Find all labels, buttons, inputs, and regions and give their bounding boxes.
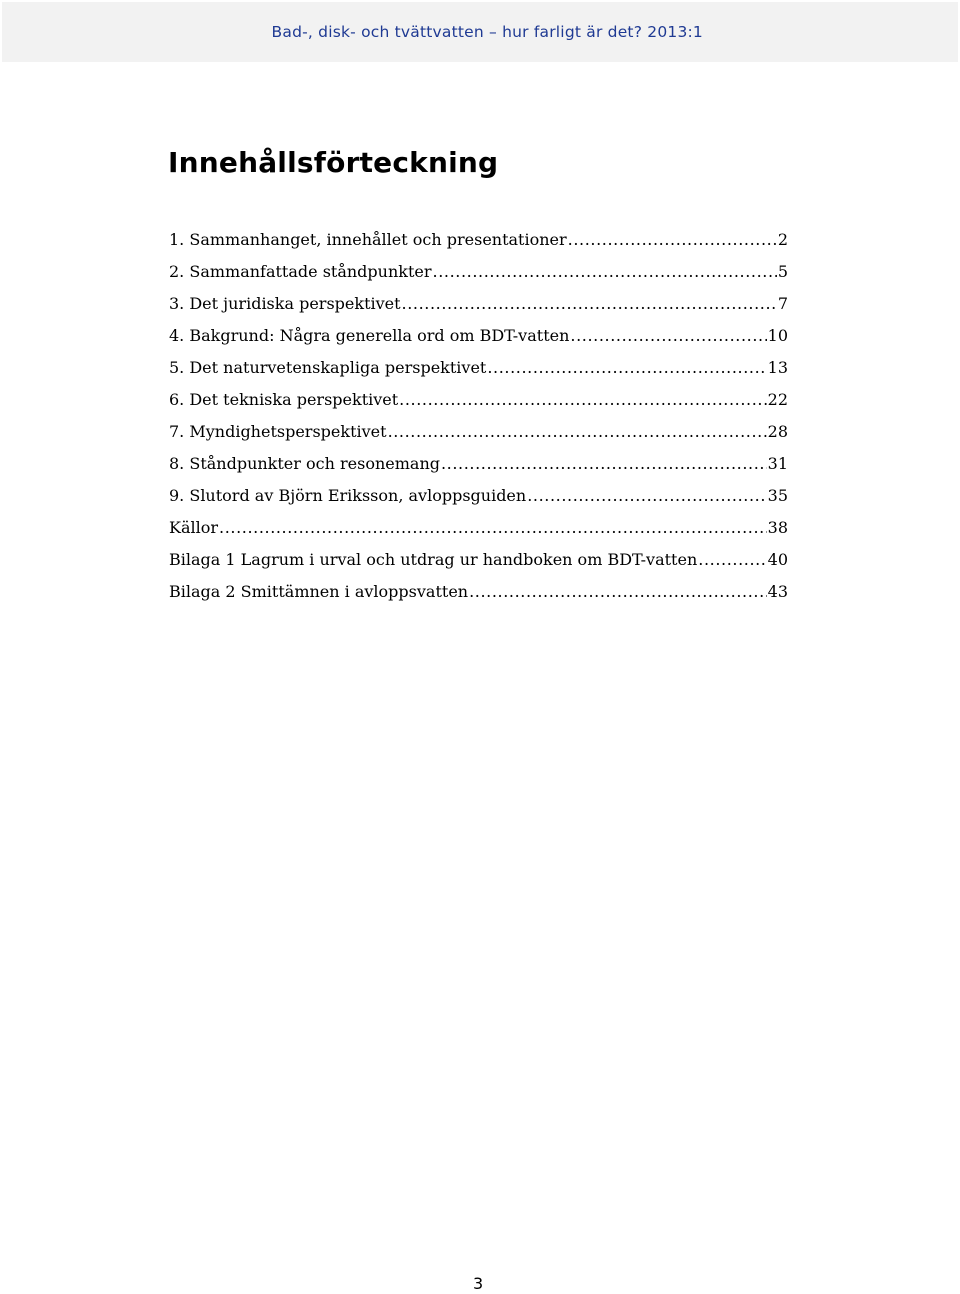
toc-entry[interactable] — [169, 358, 788, 390]
toc-entry-page: 2 — [777, 230, 788, 249]
toc-dot-leader — [399, 390, 766, 409]
toc-entry[interactable] — [169, 294, 788, 326]
toc-entry[interactable] — [169, 230, 788, 262]
toc-entry-label: 6. Det tekniska perspektivet — [169, 390, 399, 409]
running-header — [2, 2, 958, 62]
toc-dot-leader — [568, 230, 777, 249]
toc-dot-leader — [527, 486, 766, 505]
toc-entry-page: 10 — [767, 326, 788, 345]
toc-entry[interactable] — [169, 390, 788, 422]
toc-entry-label: 4. Bakgrund: Några generella ord om BDT-vatten — [169, 326, 570, 345]
toc-entry-page: 38 — [767, 518, 788, 537]
table-of-contents — [169, 230, 788, 614]
toc-entry[interactable] — [169, 550, 788, 582]
toc-entry-label: Källor — [169, 518, 219, 537]
toc-entry-label: 3. Det juridiska perspektivet — [169, 294, 401, 313]
toc-entry[interactable] — [169, 326, 788, 358]
toc-dot-leader — [570, 326, 766, 345]
toc-entry-page: 43 — [767, 582, 788, 601]
toc-title: Innehållsförteckning — [168, 146, 499, 179]
toc-entry-label: 7. Myndighetsperspektivet — [169, 422, 387, 441]
toc-dot-leader — [441, 454, 767, 473]
toc-entry-page: 7 — [777, 294, 788, 313]
toc-dot-leader — [388, 422, 767, 441]
toc-entry-page: 22 — [767, 390, 788, 409]
toc-entry-page: 40 — [767, 550, 788, 569]
toc-entry-page: 35 — [767, 486, 788, 505]
running-header-title: Bad-, disk- och tvättvatten – hur farligt är det? 2013:1 — [271, 23, 703, 41]
toc-dot-leader — [469, 582, 767, 601]
toc-entry-page: 31 — [767, 454, 788, 473]
toc-entry[interactable] — [169, 262, 788, 294]
toc-entry[interactable] — [169, 486, 788, 518]
toc-entry-label: Bilaga 2 Smittämnen i avloppsvatten — [169, 582, 469, 601]
toc-entry[interactable] — [169, 582, 788, 614]
toc-entry[interactable] — [169, 518, 788, 550]
toc-entry[interactable] — [169, 454, 788, 486]
toc-dot-leader — [698, 550, 766, 569]
toc-entry[interactable] — [169, 422, 788, 454]
toc-entry-label: 5. Det naturvetenskapliga perspektivet — [169, 358, 487, 377]
toc-entry-label: 2. Sammanfattade ståndpunkter — [169, 262, 432, 281]
toc-dot-leader — [433, 262, 777, 281]
toc-entry-label: 8. Ståndpunkter och resonemang — [169, 454, 440, 473]
toc-entry-page: 28 — [767, 422, 788, 441]
toc-entry-label: 9. Slutord av Björn Eriksson, avloppsguiden — [169, 486, 527, 505]
toc-dot-leader — [487, 358, 766, 377]
toc-dot-leader — [219, 518, 767, 537]
toc-entry-page: 13 — [767, 358, 788, 377]
toc-dot-leader — [402, 294, 777, 313]
toc-entry-page: 5 — [777, 262, 788, 281]
toc-entry-label: Bilaga 1 Lagrum i urval och utdrag ur handboken om BDT-vatten — [169, 550, 698, 569]
page-number: 3 — [473, 1274, 484, 1293]
toc-entry-label: 1. Sammanhanget, innehållet och presentationer — [169, 230, 567, 249]
